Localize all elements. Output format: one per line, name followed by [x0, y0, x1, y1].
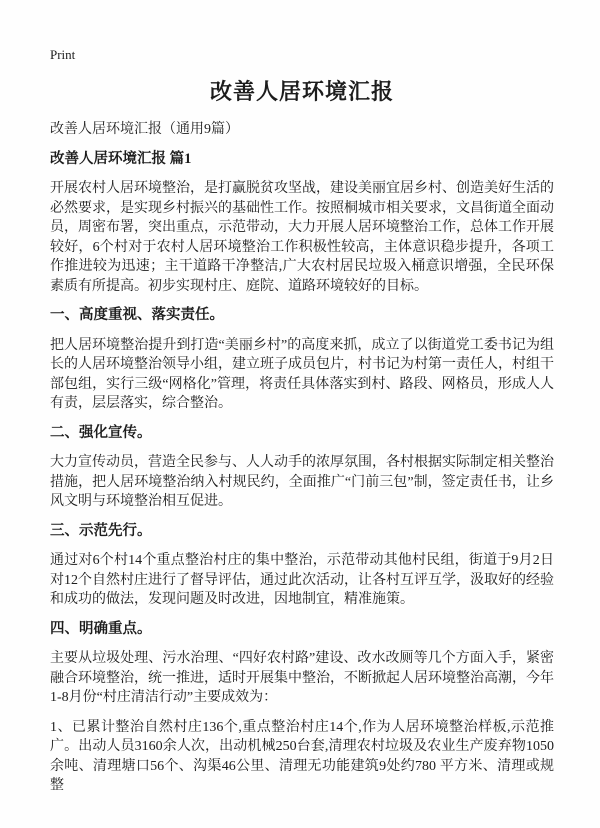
- section-1-heading: 一、高度重视、落实责任。: [50, 307, 224, 323]
- intro-paragraph: 开展农村人居环境整治，是打赢脱贫攻坚战，建设美丽宜居乡村、创造美好生活的必然要求，是实现乡村振兴的基础性工作。按照桐城市相关要求，文昌街道全面动员，周密布署，突出重点，示范带动，大力开展人居环境整治工作，总体工作开展较好，6个村对于农村人居环境整治工作积极性较高，主体意识稳步提升，各项工作推进较为迅速；主干道路干净整洁,广大农村居民垃圾入桶意识增强，全民环保素质有所提高。初步实现村庄、庭院、道路环境较好的目标。: [50, 181, 554, 294]
- document-title: 改善人居环境汇报: [209, 79, 394, 104]
- document-subtitle: 改善人居环境汇报（通用9篇）: [50, 122, 239, 137]
- section-3-heading: 三、示范先行。: [50, 522, 152, 539]
- section-2-heading: 二、强化宣传。: [50, 424, 152, 441]
- section-1-paragraph: 把人居环境整治提升到打造“美丽乡村”的高度来抓，成立了以街道党工委书记为组长的人居环境整治领导小组，建立班子成员包片，村书记为村第一责任人，村组干部包组，实行三级“网格化”管理，将责任具体落实到村、路段、网格员，形成人人有责，层层落实，综合整治。: [50, 337, 554, 411]
- section-4-paragraph: 主要从垃圾处理、污水治理、“四好农村路”建设、改水改厕等几个方面入手，紧密融合环境整治，统一推进，适时开展集中整治，不断掀起人居环境整治高潮，今年1-8月份“村庄清洁行动”主要成效为：: [50, 651, 554, 705]
- section-3-paragraph: 通过对6个村14个重点整治村庄的集中整治，示范带动其他村民组，街道于9月2日对12个自然村庄进行了督导评估，通过此次活动，让各村互评互学，汲取好的经验和成功的做法，发现问题及时改进，因地制宜，精准施策。: [50, 553, 554, 607]
- print-link[interactable]: Print: [50, 47, 76, 62]
- article-heading: 改善人居环境汇报 篇1: [50, 150, 192, 167]
- section-2-paragraph: 大力宣传动员，营造全民参与、人人动手的浓厚氛围，各村根据实际制定相关整治措施，把人居环境整治纳入村规民约，全面推广“门前三包”制，签定责任书，让乡风文明与环境整治相互促进。: [50, 455, 554, 509]
- section-4-heading: 四、明确重点。: [50, 620, 152, 637]
- section-4-stats-paragraph: 1、已累计整治自然村庄136个,重点整治村庄14个,作为人居环境整治样板,示范推广。出动人员3160余人次，出动机械250台套,清理农村垃圾及农业生产废弃物1050余吨、清理塘口56个、沟渠46公里、清理无功能建筑9处约780 平方米、清理或规整: [50, 719, 554, 793]
